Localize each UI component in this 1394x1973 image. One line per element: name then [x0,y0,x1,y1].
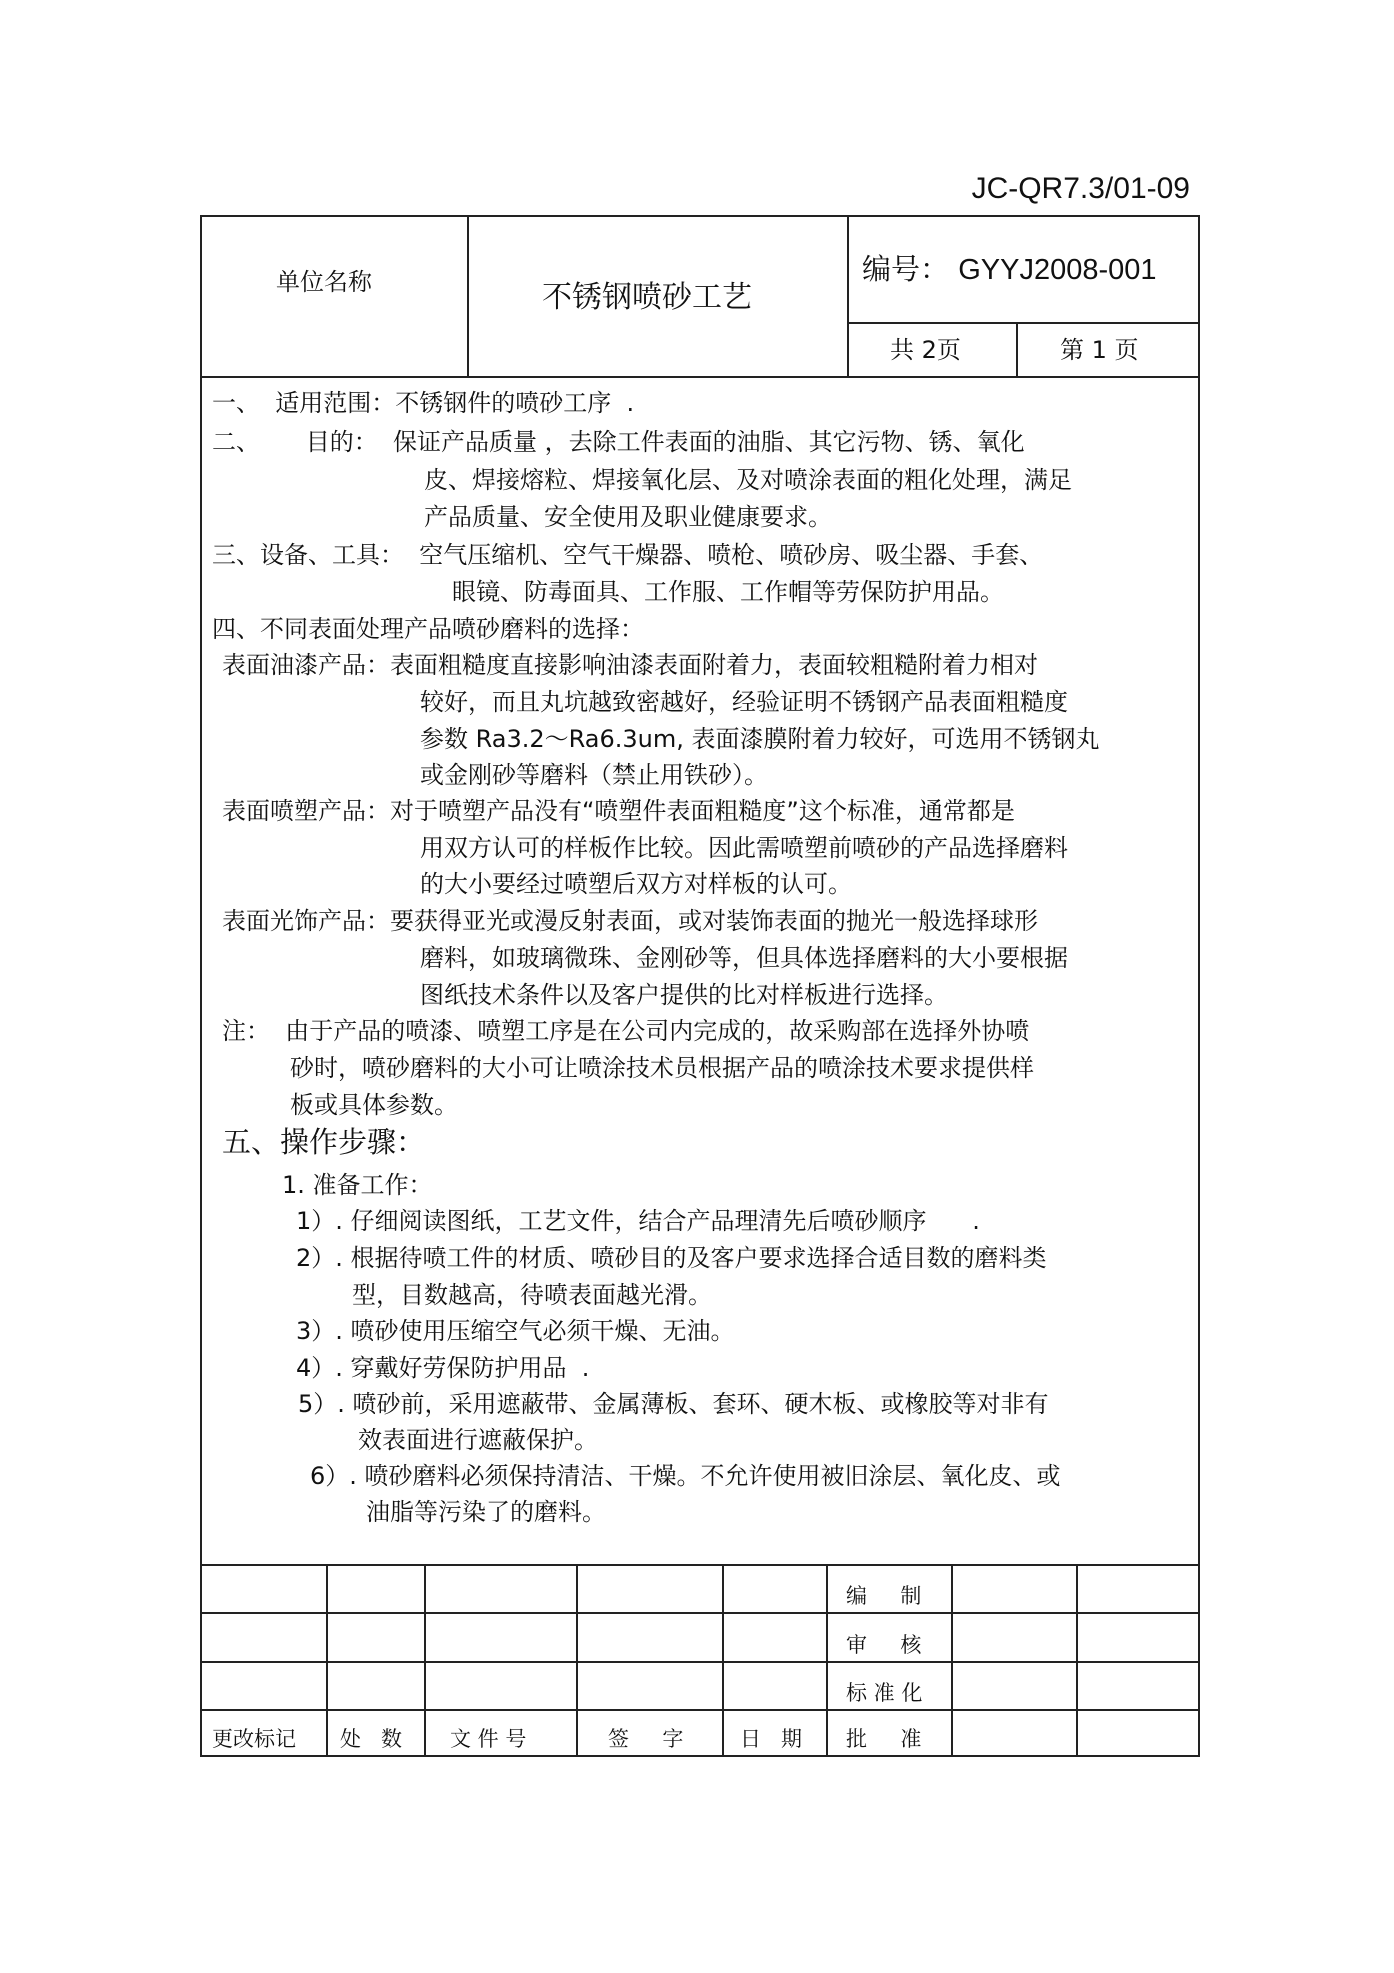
step-item: 6）. 喷砂磨料必须保持清洁、干燥。不允许使用被旧涂层、氧化皮、或 [310,1462,1061,1490]
footer-rule [200,1661,1200,1663]
count-header: 处 数 [340,1727,403,1751]
document-code: JC-QR7.3/01-09 [971,172,1190,205]
approval-standardized-label: 标 准 化 [846,1681,923,1705]
purpose-line: 二、 目的： 保证产品质量 ，去除工件表面的油脂、其它污物、锈、氧化 [212,428,1025,456]
footer-divider [722,1564,724,1757]
footer-divider [326,1564,328,1757]
equipment-line: 眼镜、防毒面具、工作服、工作帽等劳保防护用品。 [452,578,1004,606]
powder-line: 用双方认可的样板作比较。因此需喷塑前喷砂的产品选择磨料 [420,834,1068,862]
number-label: 编号： [862,252,950,286]
finish-line: 表面光饰产品：要获得亚光或漫反射表面，或对装饰表面的抛光一般选择球形 [222,907,1038,935]
approval-prepared-label: 编 制 [846,1584,922,1608]
unit-name-label: 单位名称 [276,268,372,296]
paint-line: 参数 Ra3.2～Ra6.3um, 表面漆膜附着力较好，可选用不锈钢丸 [420,725,1100,753]
step-item: 1）. 仔细阅读图纸，工艺文件，结合产品理清先后喷砂顺序 . [296,1207,980,1235]
finish-line: 图纸技术条件以及客户提供的比对样板进行选择。 [420,981,948,1009]
paint-line: 表面油漆产品：表面粗糙度直接影响油漆表面附着力，表面较粗糙附着力相对 [222,651,1038,679]
purpose-line: 皮、焊接熔粒、焊接氧化层、及对喷涂表面的粗化处理，满足 [424,466,1072,494]
footer-rule [200,1612,1200,1614]
footer-divider [826,1564,828,1757]
signature-header: 签 字 [608,1727,684,1751]
footer-divider [1076,1564,1078,1757]
footer-divider [576,1564,578,1757]
change-mark-header: 更改标记 [212,1727,296,1751]
file-number-header: 文 件 号 [450,1727,527,1751]
paint-line: 或金刚砂等磨料（禁止用铁砂）。 [420,761,768,789]
footer-rule [200,1709,1200,1711]
current-page: 第 1 页 [1060,336,1139,364]
document-number [862,247,1157,288]
header-divider [847,215,849,377]
finish-line: 磨料，如玻璃微珠、金刚砂等，但具体选择磨料的大小要根据 [420,944,1068,972]
powder-line: 表面喷塑产品：对于喷塑产品没有“喷塑件表面粗糙度”这个标准，通常都是 [222,797,1015,825]
date-header: 日 期 [740,1727,803,1751]
header-divider [1016,322,1018,377]
scope-line: 一、 适用范围：不锈钢件的喷砂工序 . [212,389,635,417]
note-line: 砂时，喷砂磨料的大小可让喷涂技术员根据产品的喷涂技术要求提供样 [290,1054,1034,1082]
step-item: 型，目数越高，待喷表面越光滑。 [352,1281,712,1309]
total-pages: 共 2页 [890,336,961,364]
approval-approved-label: 批 准 [846,1727,922,1751]
step-item: 2）. 根据待喷工件的材质、喷砂目的及客户要求选择合适目数的磨料类 [296,1244,1047,1272]
step-item: 4）. 穿戴好劳保防护用品 . [296,1354,590,1382]
document-title: 不锈钢喷砂工艺 [542,280,752,315]
number-value: GYYJ2008-001 [958,254,1157,286]
approval-reviewed-label: 审 核 [846,1633,922,1657]
paint-line: 较好，而且丸坑越致密越好，经验证明不锈钢产品表面粗糙度 [420,688,1068,716]
note-line: 注： 由于产品的喷漆、喷塑工序是在公司内完成的，故采购部在选择外协喷 [222,1017,1030,1045]
step-item: 效表面进行遮蔽保护。 [358,1426,598,1454]
footer-rule [200,1564,1200,1566]
equipment-line: 三、设备、工具： 空气压缩机、空气干燥器、喷枪、喷砂房、吸尘器、手套、 [212,541,1044,569]
step-item: 5）. 喷砂前，采用遮蔽带、金属薄板、套环、硬木板、或橡胶等对非有 [298,1390,1049,1418]
step-heading: 1. 准备工作： [282,1171,433,1199]
header-divider [467,215,469,377]
header-divider [847,322,1200,324]
step-item: 油脂等污染了的磨料。 [366,1498,606,1526]
purpose-line: 产品质量、安全使用及职业健康要求。 [424,503,832,531]
note-line: 板或具体参数。 [290,1091,458,1119]
section-heading: 五、操作步骤： [222,1125,426,1159]
footer-divider [424,1564,426,1757]
header-bottom-rule [200,376,1200,378]
step-item: 3）. 喷砂使用压缩空气必须干燥、无油。 [296,1317,735,1345]
powder-line: 的大小要经过喷塑后双方对样板的认可。 [420,870,852,898]
footer-divider [951,1564,953,1757]
section-heading: 四、不同表面处理产品喷砂磨料的选择： [212,615,644,643]
